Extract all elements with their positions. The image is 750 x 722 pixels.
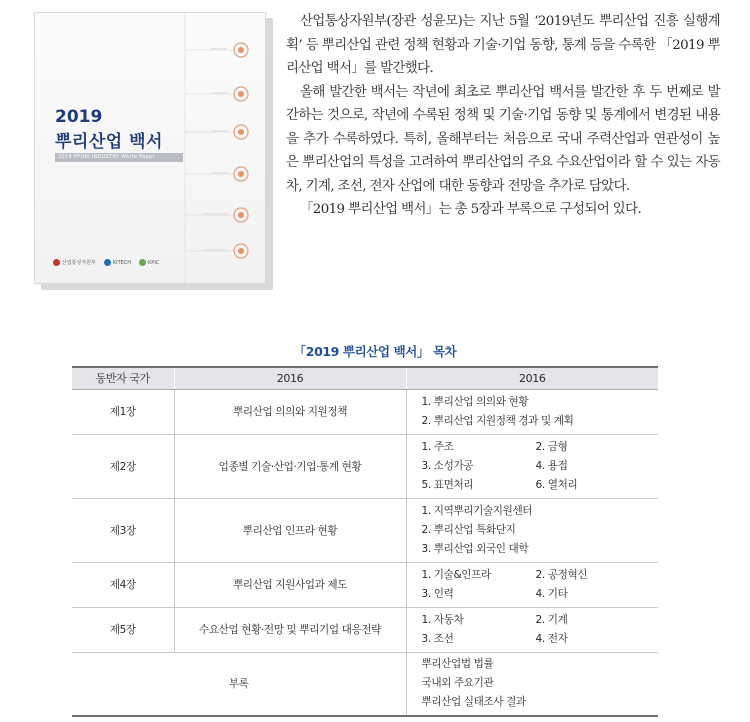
chapter-label: 제2장 [72,434,174,498]
contents-item: 5. 표면처리 [421,478,474,491]
contents-item: 2. 공정혁신 [535,568,588,581]
chapter-topic: 뿌리산업 지원사업과 제도 [174,562,406,607]
contents-item: 4. 기타 [535,587,568,600]
contents-item: 3. 조선 [421,632,454,645]
chapter-topic: 수요산업 현황·전망 및 뿌리기업 대응전략 [174,607,406,652]
chapter-topic: 뿌리산업 의의와 지원정책 [174,389,406,434]
logo-kpic [139,259,159,266]
contents-item: 1. 자동차 [421,613,464,626]
table-row-appendix [72,652,658,716]
intro-paragraph: 「2019 뿌리산업 백서」는 총 5장과 부록으로 구성되어 있다. [300,202,642,217]
kpic-logo-icon [139,259,146,266]
logo-ministry-label: 산업통상자원부 [62,260,96,266]
contents-item: 2. 기계 [535,613,568,626]
table-row [72,389,658,434]
logo-ministry [53,259,96,266]
contents-item: 2. 금형 [535,440,568,453]
cover-logos [53,259,159,266]
cover-circle-icon [185,87,248,101]
intro-article [286,10,720,222]
contents-item: 3. 소성가공 [421,459,474,472]
kitech-logo-icon [104,259,111,266]
chapter-contents [406,562,658,607]
intro-paragraph: 산업통상자원부(장관 성윤모)는 지난 5월 ‘2019년도 뿌리산업 진흥 실행계획’ 등 뿌리산업 관련 정책 현황과 기술·기업 동향, 통계 등을 수록한 「2019 뿌리산업 백서」를 발간했다. [286,14,720,76]
contents-item: 3. 뿌리산업 외국인 대학 [421,542,529,555]
appendix-contents [406,652,658,716]
chapter-contents [406,607,658,652]
contents-item: 뿌리산업법 법률 [421,658,494,671]
book-cover [34,12,266,284]
toc-header-row [72,367,658,389]
header-partner-country: 동반자 국가 [72,367,174,389]
cover-circle-icon [185,125,248,139]
cover-circle-icon [185,208,248,222]
chapter-topic: 뿌리산업 인프라 현황 [174,498,406,562]
contents-item: 6. 열처리 [535,478,578,491]
contents-item: 1. 기술&인프라 [421,568,491,581]
contents-item: 1. 지역뿌리기술지원센터 [421,504,533,517]
table-row [72,607,658,652]
appendix-label: 부록 [72,652,406,716]
contents-item: 2. 뿌리산업 특화단지 [421,523,516,536]
contents-item: 3. 인력 [421,587,454,600]
toc-table [72,366,658,717]
cover-year: 2019 [55,107,103,127]
chapter-label: 제5장 [72,607,174,652]
contents-item: 4. 용접 [535,459,568,472]
chapter-contents [406,434,658,498]
chapter-contents [406,389,658,434]
logo-kpic-label: KPIC [148,259,160,266]
ministry-logo-icon [53,259,60,266]
cover-circle-icon [185,43,248,57]
logo-kitech-label: KITECH [112,259,132,266]
table-row [72,434,658,498]
contents-item: 2. 뿌리산업 지원정책 경과 및 계획 [421,414,574,427]
contents-item: 1. 뿌리산업 의의와 현황 [421,395,529,408]
header-topic: 2016 [174,367,406,389]
logo-kitech [104,259,131,266]
cover-subtitle: 2019 PPURI INDUSTRY White Paper [55,153,183,162]
cover-title: 뿌리산업 백서 [55,132,163,152]
chapter-topic: 업종별 기술·산업·기업·통계 현황 [174,434,406,498]
cover-circle-icon [185,244,248,258]
header-contents: 2016 [406,367,658,389]
intro-paragraph: 올해 발간한 백서는 작년에 최초로 뿌리산업 백서를 발간한 후 두 번째로 발간하는 것으로, 작년에 수록된 정책 및 기술·기업 동향 및 통계에서 변경된 내용을 추가 수록하였다. 특히, 올해부터는 처음으로 국내 주력산업과 연관성이 높은 뿌리산업의 특성을 고려하여 뿌리산업의 주요 수요산업이라 할 수 있는 자동차, 기계, 조선, 전자 산업에 대한 동향과 전망을 추가로 담았다. [286,84,720,194]
table-row [72,562,658,607]
chapter-label: 제3장 [72,498,174,562]
contents-item: 국내외 주요기관 [421,677,494,690]
table-caption: 「2019 뿌리산업 백서」 목차 [293,344,457,359]
contents-item: 뿌리산업 실태조사 결과 [421,696,526,709]
chapter-label: 제1장 [72,389,174,434]
table-row [72,498,658,562]
contents-item: 1. 주조 [421,440,454,453]
contents-item: 4. 전자 [535,632,568,645]
cover-circle-icon [185,167,248,181]
chapter-label: 제4장 [72,562,174,607]
chapter-contents [406,498,658,562]
